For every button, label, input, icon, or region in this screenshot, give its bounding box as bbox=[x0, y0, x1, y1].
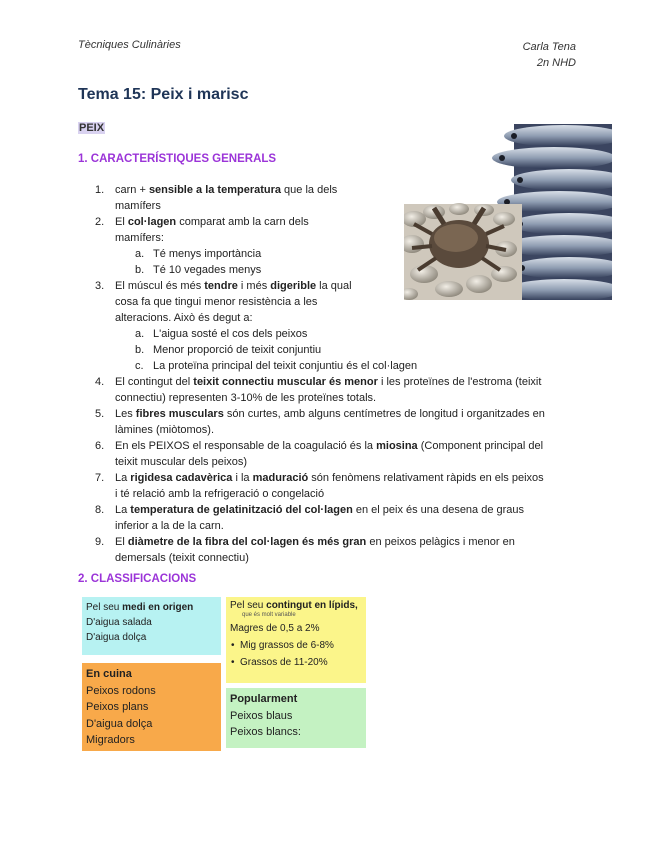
sub-item-text: Té 10 vegades menys bbox=[153, 264, 262, 276]
heading-general-characteristics: 1. CARACTERÍSTIQUES GENERALS bbox=[78, 153, 277, 165]
item-text: mamífers: bbox=[115, 232, 164, 244]
item-bold: maduració bbox=[252, 472, 309, 484]
item-text: El contingut del bbox=[115, 376, 194, 388]
box-line: Peixos blancs: bbox=[230, 726, 301, 738]
item-text: demersals (teixit connectiu) bbox=[115, 552, 249, 564]
item-number: 6. bbox=[95, 440, 105, 452]
box-title-bold: medi en origen bbox=[122, 602, 194, 613]
item-text: i les proteïnes de l'estroma (teixit bbox=[377, 376, 542, 388]
list-item bbox=[95, 182, 385, 214]
box-line: Peixos blaus bbox=[230, 709, 293, 722]
list-item bbox=[95, 534, 585, 566]
item-number: 5. bbox=[95, 408, 105, 420]
box-title-bold: contingut en lípids, bbox=[266, 600, 358, 611]
box-note: que és molt variable bbox=[242, 612, 296, 618]
sub-item-letter: a. bbox=[135, 328, 145, 340]
item-text: la qual bbox=[316, 280, 352, 292]
item-text: cosa fa que tingui menor resistència a les bbox=[115, 296, 318, 308]
box-bullet: • Mig grassos de 6-8% bbox=[230, 638, 362, 653]
item-bold: fibres musculars bbox=[135, 408, 224, 420]
item-text: El bbox=[115, 536, 128, 548]
box-line: Peixos rodons bbox=[86, 684, 156, 697]
item-text: inferior a la de la carn. bbox=[115, 520, 224, 532]
box-bullet: • Grassos de 11-20% bbox=[230, 655, 362, 670]
classification-cuisine-box bbox=[82, 663, 221, 751]
box-line: D'aigua dolça bbox=[86, 632, 147, 643]
page-title: Tema 15: Peix i marisc bbox=[78, 86, 249, 103]
item-text: i la bbox=[232, 472, 253, 484]
item-bold: rigidesa cadavèrica bbox=[130, 472, 233, 484]
item-text: carn + bbox=[115, 184, 149, 196]
sub-item-letter: a. bbox=[135, 248, 145, 260]
item-number: 2. bbox=[95, 216, 105, 228]
list-item bbox=[95, 406, 585, 438]
box-title-prefix: Pel seu bbox=[86, 602, 123, 613]
author-name: Carla Tena bbox=[522, 41, 576, 53]
classification-lipids-box bbox=[226, 597, 366, 683]
item-text: El múscul és més bbox=[115, 280, 205, 292]
item-text: en peixos pelàgics i menor en bbox=[366, 536, 515, 548]
item-number: 7. bbox=[95, 472, 105, 484]
box-line: D'aigua salada bbox=[86, 617, 152, 628]
item-text: El bbox=[115, 216, 128, 228]
list-item bbox=[95, 214, 385, 246]
sub-item-text: La proteïna principal del teixit conjuntiu és el col·lagen bbox=[153, 360, 418, 372]
sub-item-letter: c. bbox=[135, 360, 144, 372]
item-text: que la dels bbox=[281, 184, 338, 196]
item-text: alteracions. Això és degut a: bbox=[115, 312, 253, 324]
header-subject: Tècniques Culinàries bbox=[78, 39, 181, 51]
sub-item-letter: b. bbox=[135, 264, 145, 276]
box-title bbox=[86, 600, 217, 615]
item-bold: col·lagen bbox=[127, 216, 177, 228]
item-text: (Component principal del bbox=[417, 440, 544, 452]
characteristics-list bbox=[95, 182, 585, 566]
list-item bbox=[95, 470, 585, 502]
list-item bbox=[95, 438, 585, 470]
item-text: comparat amb la carn dels bbox=[176, 216, 309, 228]
item-text: La bbox=[115, 504, 131, 516]
item-bold: diàmetre de la fibra del col·lagen és més gran bbox=[127, 536, 367, 548]
box-line: Peixos plans bbox=[86, 701, 149, 713]
list-item bbox=[95, 502, 585, 534]
item-bold: miosina bbox=[376, 440, 418, 452]
item-text: En els PEIXOS el responsable de la coagulació és la bbox=[115, 440, 377, 452]
sub-item bbox=[95, 358, 585, 374]
author-group: 2n NHD bbox=[536, 57, 576, 69]
box-line: Migradors bbox=[86, 734, 135, 746]
item-text: i té relació amb la refrigeració o congelació bbox=[115, 488, 325, 500]
item-text: mamífers bbox=[115, 200, 161, 212]
list-item bbox=[95, 278, 385, 326]
item-bold: digerible bbox=[270, 280, 317, 292]
classification-popular-box bbox=[226, 688, 366, 748]
sub-item-text: Té menys importància bbox=[153, 248, 262, 260]
heading-classifications: 2. CLASSIFICACIONS bbox=[78, 573, 197, 585]
item-text: són fenòmens relativament ràpids en els peixos bbox=[308, 472, 544, 484]
box-line: Magres de 0,5 a 2% bbox=[230, 623, 320, 634]
box-title bbox=[230, 600, 362, 612]
item-bold: temperatura de gelatinització del col·lagen bbox=[130, 504, 353, 516]
box-title-prefix: Pel seu bbox=[230, 600, 267, 611]
item-text: són curtes, amb alguns centímetres de longitud i organitzades en bbox=[223, 408, 545, 420]
item-number: 8. bbox=[95, 504, 105, 516]
sub-item bbox=[95, 262, 585, 278]
sub-item bbox=[95, 342, 585, 358]
item-bold: sensible a la temperatura bbox=[148, 184, 281, 196]
item-text: teixit muscular dels peixos) bbox=[115, 456, 248, 468]
item-text: connectiu) representen 3-10% de les proteïnes totals. bbox=[115, 392, 377, 404]
item-text: La bbox=[115, 472, 131, 484]
sub-item-text: Menor proporció de teixit conjuntiu bbox=[153, 344, 322, 356]
item-text: i més bbox=[237, 280, 271, 292]
item-number: 1. bbox=[95, 184, 105, 196]
list-item bbox=[95, 374, 585, 406]
item-number: 3. bbox=[95, 280, 105, 292]
sub-item bbox=[95, 246, 585, 262]
section-label: PEIX bbox=[79, 122, 105, 134]
item-text: en el peix és una desena de graus bbox=[352, 504, 525, 516]
sub-item-text: L'aigua sosté el cos dels peixos bbox=[153, 328, 308, 340]
item-number: 9. bbox=[95, 536, 105, 548]
classification-origin-box bbox=[82, 597, 221, 655]
item-bold: teixit connectiu muscular és menor bbox=[193, 376, 378, 388]
item-text: Les bbox=[115, 408, 136, 420]
box-title: En cuina bbox=[86, 668, 132, 680]
item-text: làmines (miòtomos). bbox=[115, 424, 215, 436]
header-author bbox=[523, 39, 576, 71]
box-line: D'aigua dolça bbox=[86, 717, 153, 730]
sub-item-letter: b. bbox=[135, 344, 145, 356]
box-title: Popularment bbox=[230, 693, 298, 705]
item-number: 4. bbox=[95, 376, 105, 388]
sub-item bbox=[95, 326, 585, 342]
item-bold: tendre bbox=[204, 280, 238, 292]
